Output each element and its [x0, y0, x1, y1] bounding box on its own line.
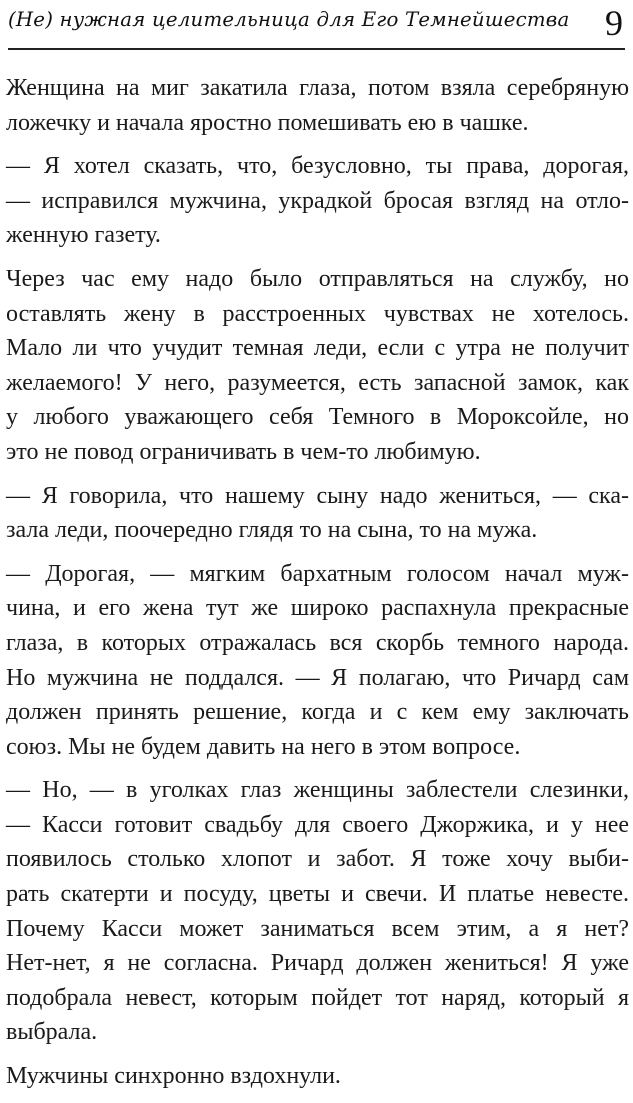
header-divider — [8, 48, 625, 50]
running-header — [8, 2, 625, 50]
text-line: — Я говорила, что нашему сыну надо жениться, — ска- — [6, 482, 629, 509]
body-text — [6, 71, 629, 1103]
text-line: глаза, в которых отражалась вся скорбь темного народа. — [6, 629, 629, 656]
text-line: это не повод ограничивать в чем-то любимую. — [6, 438, 481, 465]
text-line: Мужчины синхронно вздохнули. — [6, 1063, 341, 1090]
text-line: чина, и его жена тут же широко распахнула прекрасные — [6, 595, 629, 622]
paragraph — [6, 479, 629, 548]
text-line: появилось столько хлопот и забот. Я тоже хочу выби- — [6, 846, 629, 873]
text-line: — Но, — в уголках глаз женщины заблестели слезинки, — [6, 777, 629, 804]
paragraph — [6, 149, 629, 253]
text-line: Почему Касси может заниматься всем этим, а я нет? — [6, 915, 629, 942]
text-line: должен принять решение, когда и с кем ему заключать — [6, 699, 629, 726]
text-line: подобрала невест, которым пойдет тот наряд, который я — [6, 984, 629, 1011]
text-line: — Дорогая, — мягким бархатным голосом начал муж- — [6, 560, 629, 587]
text-line: Через час ему надо было отправляться на службу, но — [6, 265, 629, 292]
text-line: — Касси готовит свадьбу для своего Джоржика, и у нее — [6, 811, 629, 838]
text-line: союз. Мы не будем давить на него в этом вопросе. — [6, 733, 521, 760]
text-line: выбрала. — [6, 1019, 98, 1046]
paragraph — [6, 71, 629, 140]
paragraph — [6, 262, 629, 470]
text-line: у любого уважающего себя Темного в Мороксойле, но — [6, 404, 629, 431]
text-line: Мало ли что учудит темная леди, если с утра не получит — [6, 335, 629, 362]
text-line: оставлять жену в расстроенных чувствах не хотелось. — [6, 300, 629, 327]
text-line: рать скатерти и посуду, цветы и свечи. И платье невесте. — [6, 881, 629, 908]
page-number: 9 — [605, 3, 623, 43]
text-line: — исправился мужчина, украдкой бросая взгляд на отло- — [6, 187, 629, 214]
text-line: — Я хотел сказать, что, безусловно, ты права, дорогая, — [6, 153, 629, 180]
text-line: Но мужчина не поддался. — Я полагаю, что Ричард сам — [6, 664, 629, 691]
paragraph — [6, 557, 629, 765]
paragraph — [6, 1059, 629, 1094]
text-line: Женщина на миг закатила глаза, потом взяла серебряную — [6, 75, 629, 101]
text-line: женную газету. — [6, 222, 161, 249]
paragraph — [6, 773, 629, 1050]
text-line: желаемого! У него, разумеется, есть запасной замок, как — [6, 369, 629, 396]
running-title: (Не) нужная целительница для Его Темнейшества — [8, 8, 570, 31]
text-line: ложечку и начала яростно помешивать ею в чашке. — [6, 109, 529, 136]
text-line: зала леди, поочередно глядя то на сына, то на мужа. — [6, 517, 538, 544]
text-line: Нет-нет, я не согласна. Ричард должен жениться! Я уже — [6, 950, 629, 977]
